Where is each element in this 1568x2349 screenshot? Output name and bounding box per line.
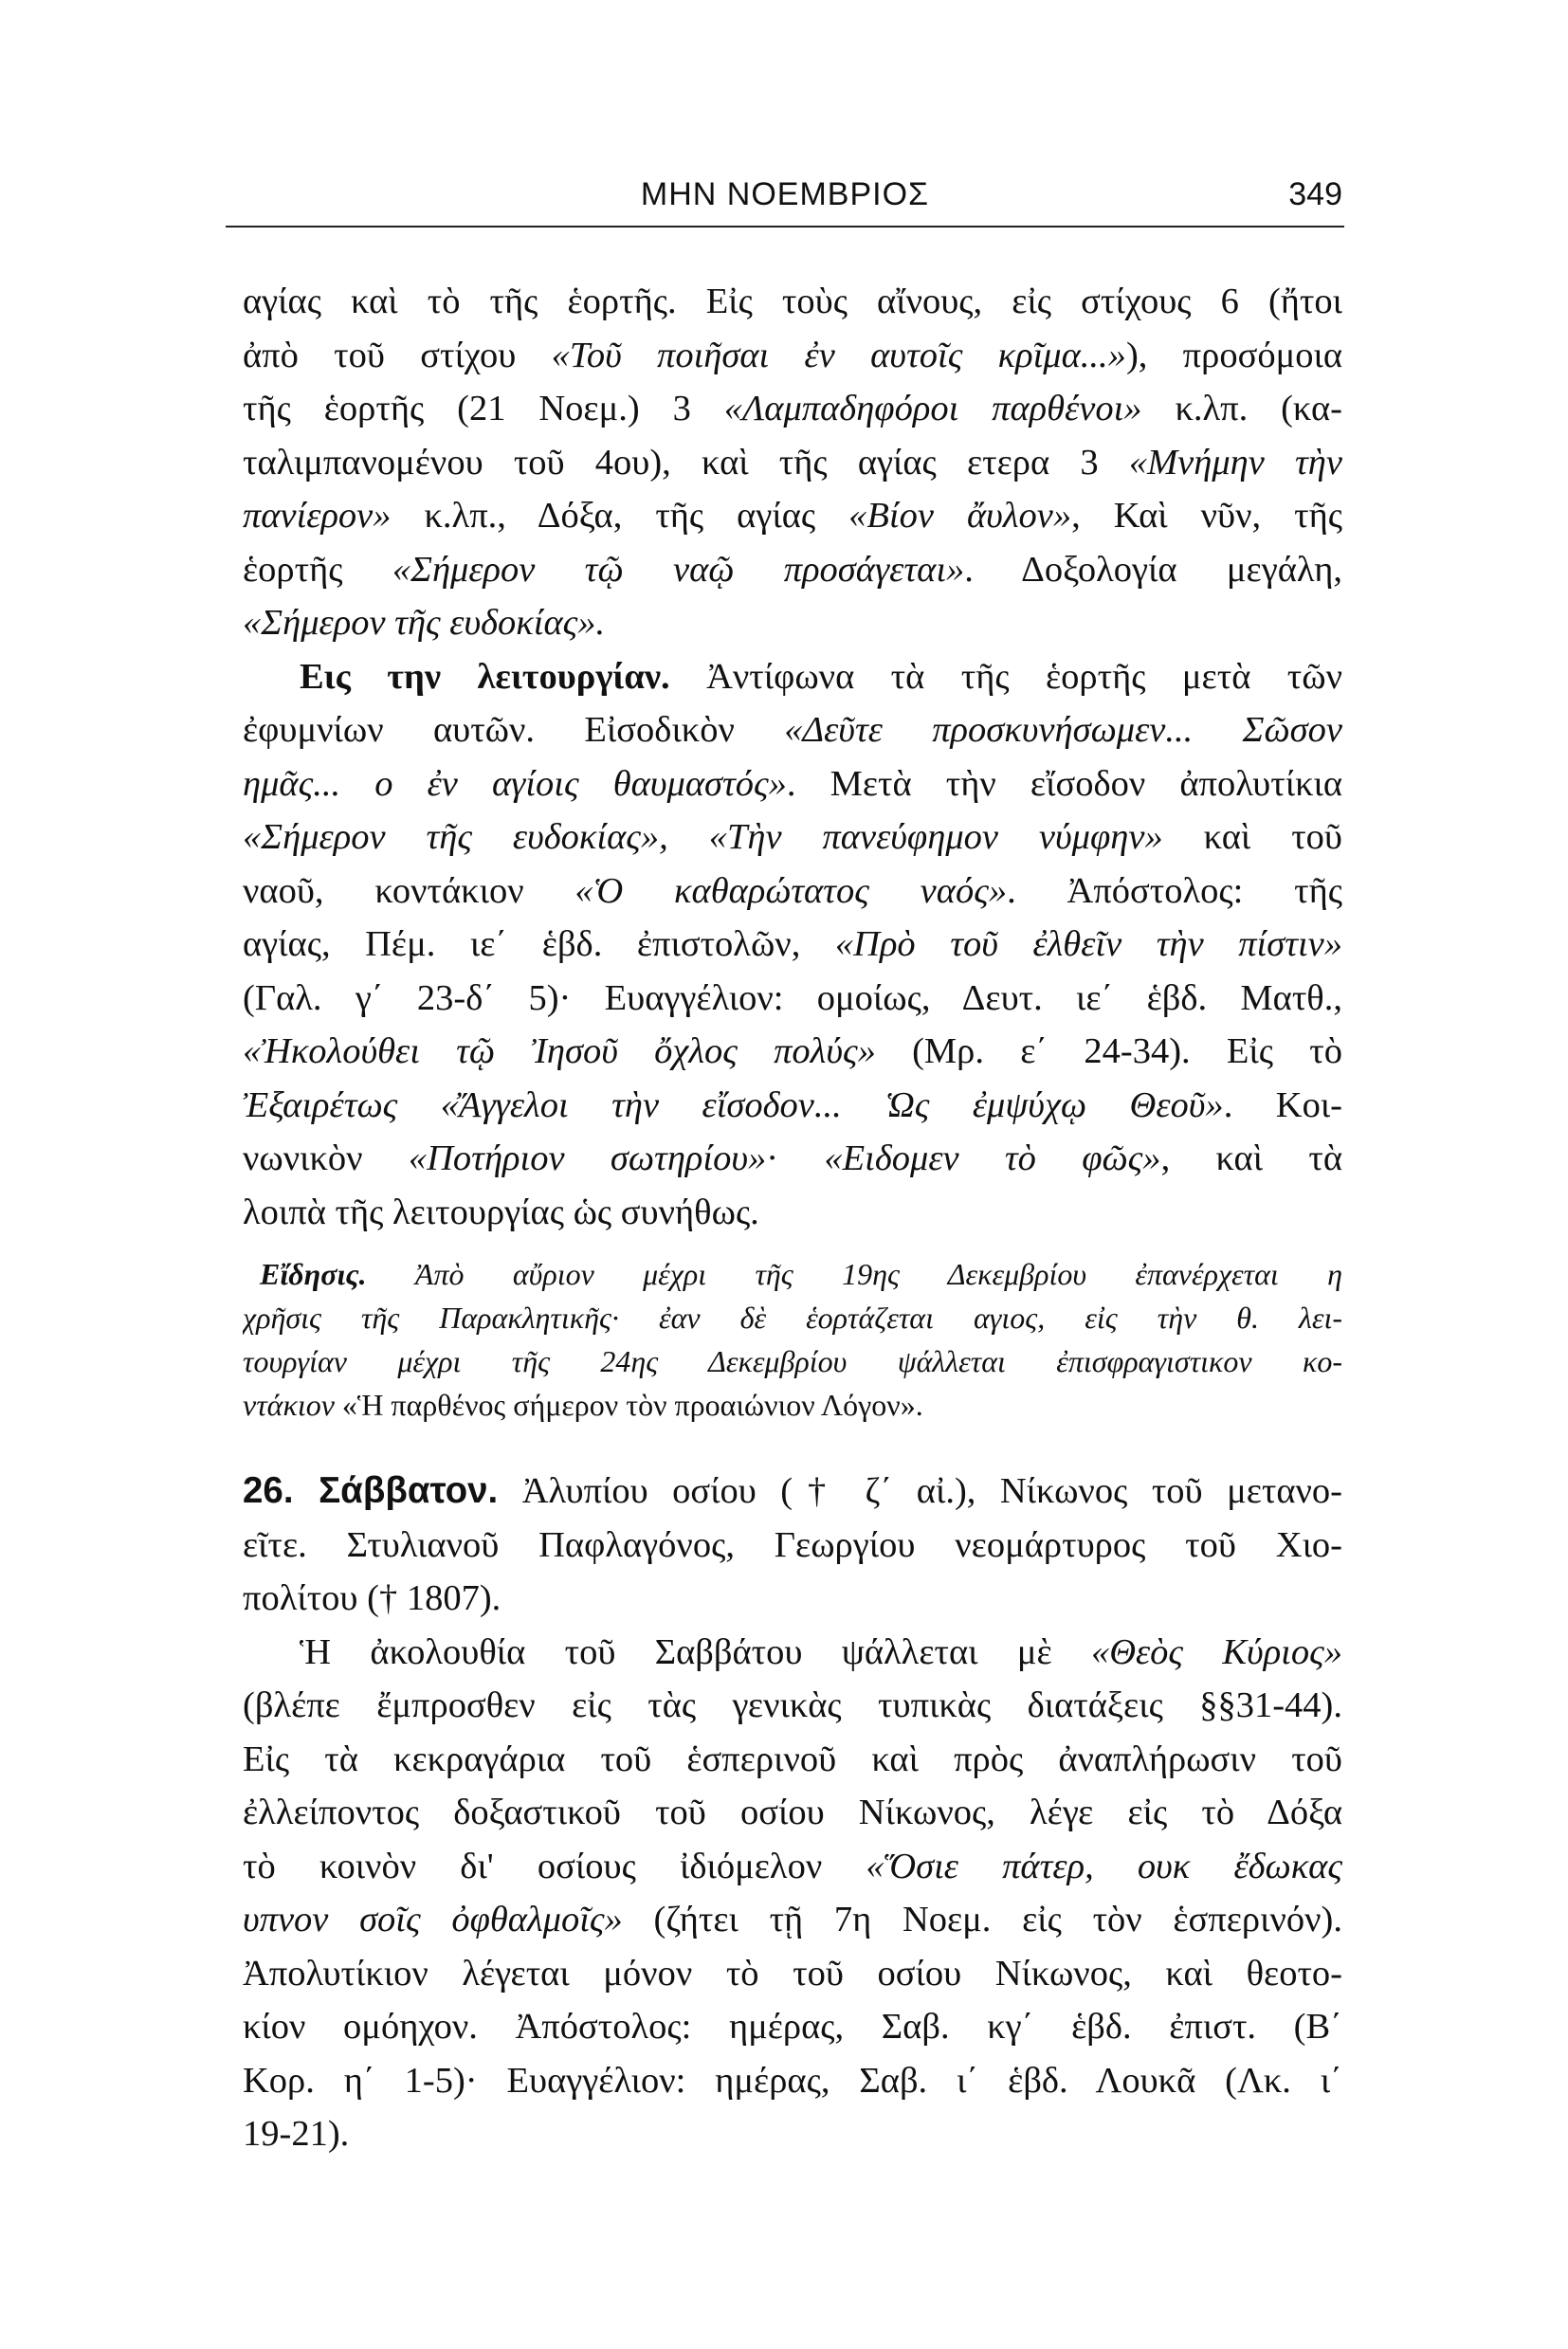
text-line: «Σήμερον τῆς ευδοκίας».	[243, 603, 606, 643]
spacer	[243, 1239, 1342, 1252]
note-line: χρῆσις τῆς Παρακλητικῆς· ἐαν δὲ ἑορτάζεται αγιος, εἰς τὴν θ. λει-	[243, 1301, 1342, 1335]
text-line: πανίερον» κ.λπ., Δόξα, τῆς αγίας «Βίον ἄυλον», Καὶ νῦν, τῆς	[243, 496, 1342, 536]
text-line: ἀπὸ τοῦ στίχου «Τοῦ ποιῆσαι ἐν αυτοῖς κρῖμα...»), προσόμοια	[243, 335, 1342, 375]
text-line: αγίας καὶ τὸ τῆς ἑορτῆς. Εἰς τοὺς αἴνους, εἰς στίχους 6 (ἤτοι	[243, 282, 1342, 321]
text-line: λοιπὰ τῆς λειτουργίας ὡς συνήθως.	[243, 1192, 759, 1232]
text-line: Ἀπολυτίκιον λέγεται μόνον τὸ τοῦ οσίου Νίκωνος, καὶ θεοτο-	[243, 1953, 1342, 1994]
page-number: 349	[1288, 176, 1342, 212]
note-line: τουργίαν μέχρι τῆς 24ης Δεκεμβρίου ψάλλεται ἐπισφραγιστικον κο-	[243, 1344, 1342, 1378]
text-line: αγίας, Πέμ. ιε΄ ἑβδ. ἐπιστολῶν, «Πρὸ τοῦ ἐλθεῖν τὴν πίστιν»	[243, 924, 1342, 964]
text-line: κίον ομόηχον. Ἀπόστολος: ημέρας, Σαβ. κγ΄ ἑβδ. ἐπιστ. (Β΄	[243, 2007, 1342, 2047]
page-body	[243, 275, 1342, 2161]
text-line: ημᾶς... ο ἐν αγίοις θαυμαστός». Μετὰ τὴν εἴσοδον ἀπολυτίκια	[243, 763, 1342, 804]
text-line: Ἡ ἀκολουθία τοῦ Σαββάτου ψάλλεται μὲ «Θεὸς Κύριος»	[300, 1631, 1342, 1672]
text-line: 19-21).	[243, 2114, 350, 2154]
day-heading: 26. Σάββατον.	[243, 1470, 499, 1511]
running-title: ΜΗΝ ΝΟΕΜΒΡΙΟΣ	[640, 176, 930, 212]
text-line: ἐφυμνίων αυτῶν. Εἰσοδικὸν «Δεῦτε προσκυνήσωμεν... Σῶσον	[243, 710, 1342, 750]
text-line: τὸ κοινὸν δι' οσίους ἰδιόμελον «Ὅσιε πάτερ, ουκ ἔδωκας	[243, 1846, 1342, 1886]
text-line: (Γαλ. γ΄ 23-δ΄ 5)· Ευαγγέλιον: ομοίως, Δευτ. ιε΄ ἑβδ. Ματθ.,	[243, 977, 1342, 1018]
page-header	[226, 173, 1344, 228]
text-line: εῖτε. Στυλιανοῦ Παφλαγόνος, Γεωργίου νεομάρτυρος τοῦ Χιο-	[243, 1524, 1342, 1565]
text-line: Ἐξαιρέτως «Ἄγγελοι τὴν εἴσοδον... Ὡς ἐμψύχῳ Θεοῦ». Κοι-	[243, 1084, 1342, 1125]
note-line: Εἴδησις. Ἀπὸ αὔριον μέχρι τῆς 19ης Δεκεμβρίου ἐπανέρχεται η	[260, 1257, 1342, 1291]
text-line: ἑορτῆς «Σήμερον τῷ ναῷ προσάγεται». Δοξολογία μεγάλη,	[243, 549, 1342, 590]
text-line: τῆς ἑορτῆς (21 Νοεμ.) 3 «Λαμπαδηφόροι παρθένοι» κ.λπ. (κα-	[243, 389, 1342, 428]
text-line: «Σήμερον τῆς ευδοκίας», «Τὴν πανεύφημον νύμφην» καὶ τοῦ	[243, 817, 1342, 857]
text-line: Εις την λειτουργίαν. Ἀντίφωνα τὰ τῆς ἑορτῆς μετὰ τῶν	[300, 656, 1342, 697]
text-line: «Ἠκολούθει τῷ Ἰησοῦ ὄχλος πολύς» (Μρ. ε΄ 24-34). Εἰς τὸ	[243, 1031, 1342, 1071]
text-line: νωνικὸν «Ποτήριον σωτηρίου»· «Ειδομεν τὸ φῶς», καὶ τὰ	[243, 1138, 1342, 1178]
note-line: ντάκιον «Ἡ παρθένος σήμερον τὸν προαιώνιον Λόγον».	[243, 1388, 923, 1422]
text-line: Κορ. η΄ 1-5)· Ευαγγέλιον: ημέρας, Σαβ. ι΄ ἑβδ. Λουκᾶ (Λκ. ι΄	[243, 2060, 1342, 2101]
text-line: ναοῦ, κοντάκιον «Ὁ καθαρώτατος ναός». Ἀπόστολος: τῆς	[243, 870, 1342, 911]
text-line: πολίτου († 1807).	[243, 1578, 501, 1618]
text-line: (βλέπε ἔμπροσθεν εἰς τὰς γενικὰς τυπικὰς διατάξεις §§31-44).	[243, 1685, 1342, 1725]
note-heading: Εἴδησις.	[260, 1257, 367, 1291]
text-line: 26. Σάββατον. Ἀλυπίου οσίου († ζ΄ αἰ.), Νίκωνος τοῦ μετανο-	[243, 1470, 1342, 1511]
text-line: Εἰς τὰ κεκραγάρια τοῦ ἑσπερινοῦ καὶ πρὸς ἀναπλήρωσιν τοῦ	[243, 1739, 1342, 1779]
text-line: υπνον σοῖς ὀφθαλμοῖς» (ζήτει τῇ 7η Νοεμ. εἰς τὸν ἑσπερινόν).	[243, 1900, 1342, 1939]
spacer	[243, 1427, 1342, 1465]
section-heading: Εις την λειτουργίαν.	[300, 656, 670, 697]
text-line: ταλιμπανομένου τοῦ 4ου), καὶ τῆς αγίας ετερα 3 «Μνήμην τὴν	[243, 442, 1342, 483]
text-line: ἐλλείποντος δοξαστικοῦ τοῦ οσίου Νίκωνος, λέγε εἰς τὸ Δόξα	[243, 1793, 1342, 1832]
